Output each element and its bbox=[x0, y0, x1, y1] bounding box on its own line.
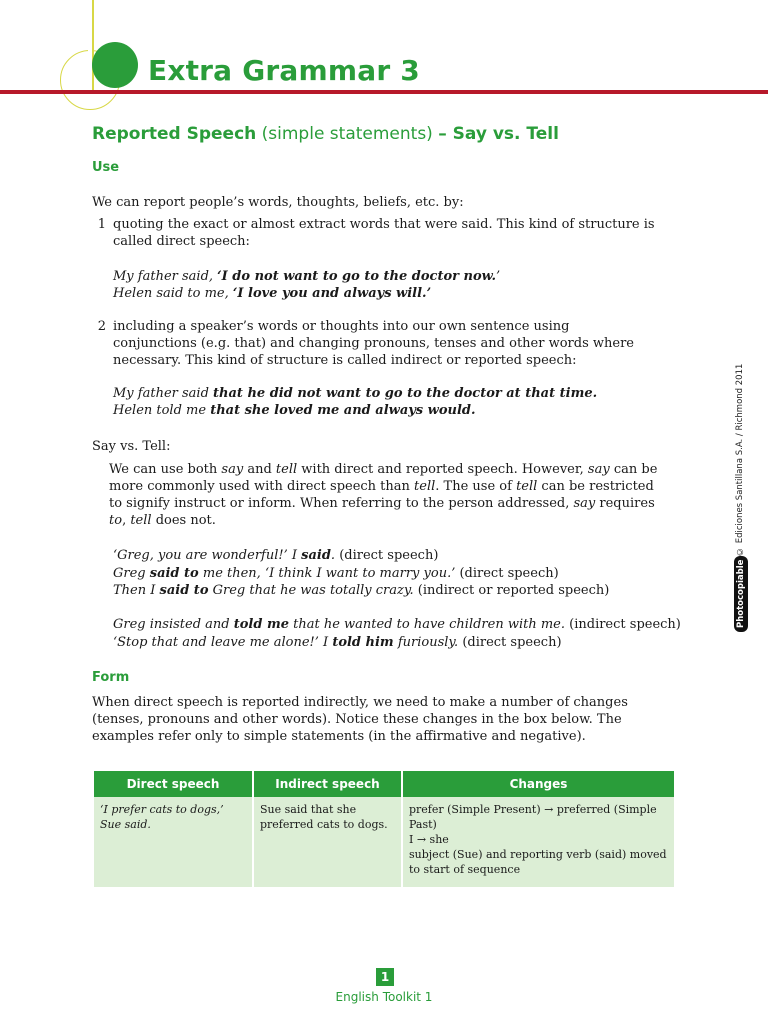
say-example-2: Greg said to me then, ‘I think I want to marry you.’ (direct speech) bbox=[113, 566, 559, 581]
item-1-line-1: quoting the exact or almost extract words that were said. This kind of structure is bbox=[113, 217, 655, 232]
example-indirect-2: Helen told me that she loved me and always would. bbox=[113, 403, 476, 418]
say-tell-para-line-1: We can use both say and tell with direct and reported speech. However, say can be bbox=[109, 462, 658, 477]
item-2-line-2: conjunctions (e.g. that) and changing pronouns, tenses and other words where bbox=[113, 336, 634, 351]
table-row bbox=[94, 797, 674, 887]
say-tell-para-line-3: to signify instruct or inform. When referring to the person addressed, say requires bbox=[109, 496, 655, 511]
photocopiable-badge: Photocopiable bbox=[734, 556, 748, 632]
use-heading: Use bbox=[92, 160, 120, 175]
heading-part-2: (simple statements) bbox=[256, 124, 439, 144]
page-number: 1 bbox=[376, 968, 394, 986]
item-1-number: 1 bbox=[97, 217, 106, 232]
side-copyright-text bbox=[734, 363, 752, 632]
item-2-line-1: including a speaker’s words or thoughts into our own sentence using bbox=[113, 319, 570, 334]
changes-table bbox=[92, 771, 676, 887]
say-example-3: Then I said to Greg that he was totally crazy. (indirect or reported speech) bbox=[113, 583, 610, 598]
header-decor-circle bbox=[92, 42, 138, 88]
item-1-line-2: called direct speech: bbox=[113, 234, 250, 249]
table-header-row bbox=[94, 771, 674, 797]
cell-indirect: Sue said that she preferred cats to dogs. bbox=[254, 797, 401, 887]
item-2-line-3: necessary. This kind of structure is called indirect or reported speech: bbox=[113, 353, 577, 368]
column-header-direct: Direct speech bbox=[94, 771, 252, 797]
header-decor-gap bbox=[88, 42, 92, 92]
cell-direct: ‘I prefer cats to dogs,’ Sue said. bbox=[94, 797, 252, 887]
item-2-number: 2 bbox=[97, 319, 106, 334]
copyright-text: © Ediciones Santillana S.A. / Richmond 2011 bbox=[735, 363, 745, 556]
column-header-changes: Changes bbox=[403, 771, 674, 797]
footer-title: English Toolkit 1 bbox=[335, 990, 433, 1004]
column-header-indirect: Indirect speech bbox=[254, 771, 401, 797]
say-tell-para-line-2: more commonly used with direct speech than tell. The use of tell can be restricted bbox=[109, 479, 654, 494]
change-item: subject (Sue) and reporting verb (said) moved to start of sequence bbox=[409, 848, 667, 876]
form-heading: Form bbox=[92, 670, 130, 685]
cell-changes bbox=[403, 797, 674, 887]
page-title: Extra Grammar 3 bbox=[148, 54, 420, 87]
tell-example-1: Greg insisted and told me that he wanted to have children with me. (indirect speech) bbox=[113, 617, 681, 632]
say-tell-para-line-4: to, tell does not. bbox=[109, 513, 216, 528]
example-indirect-1: My father said that he did not want to go to the doctor at that time. bbox=[113, 386, 598, 401]
tell-example-2: ‘Stop that and leave me alone!’ I told him furiously. (direct speech) bbox=[113, 635, 562, 650]
example-direct-1: My father said, ‘I do not want to go to the doctor now.’ bbox=[113, 269, 501, 284]
form-line-1: When direct speech is reported indirectly, we need to make a number of changes bbox=[92, 695, 628, 710]
side-copyright bbox=[722, 363, 752, 632]
form-line-2: (tenses, pronouns and other words). Notice these changes in the box below. The bbox=[92, 712, 622, 727]
section-heading bbox=[92, 124, 559, 144]
change-item: I → she bbox=[409, 833, 449, 846]
heading-part-3: – Say vs. Tell bbox=[438, 124, 559, 144]
change-item: prefer (Simple Present) → preferred (Simple Past) bbox=[409, 803, 657, 831]
header-rule bbox=[0, 90, 768, 94]
heading-part-1: Reported Speech bbox=[92, 124, 257, 144]
form-line-3: examples refer only to simple statements (in the affirmative and negative). bbox=[92, 729, 586, 744]
use-intro: We can report people’s words, thoughts, beliefs, etc. by: bbox=[92, 195, 464, 210]
example-direct-2: Helen said to me, ‘I love you and always will.’ bbox=[113, 286, 432, 301]
say-tell-heading: Say vs. Tell: bbox=[92, 439, 171, 454]
say-example-1: ‘Greg, you are wonderful!’ I said. (direct speech) bbox=[113, 548, 439, 563]
